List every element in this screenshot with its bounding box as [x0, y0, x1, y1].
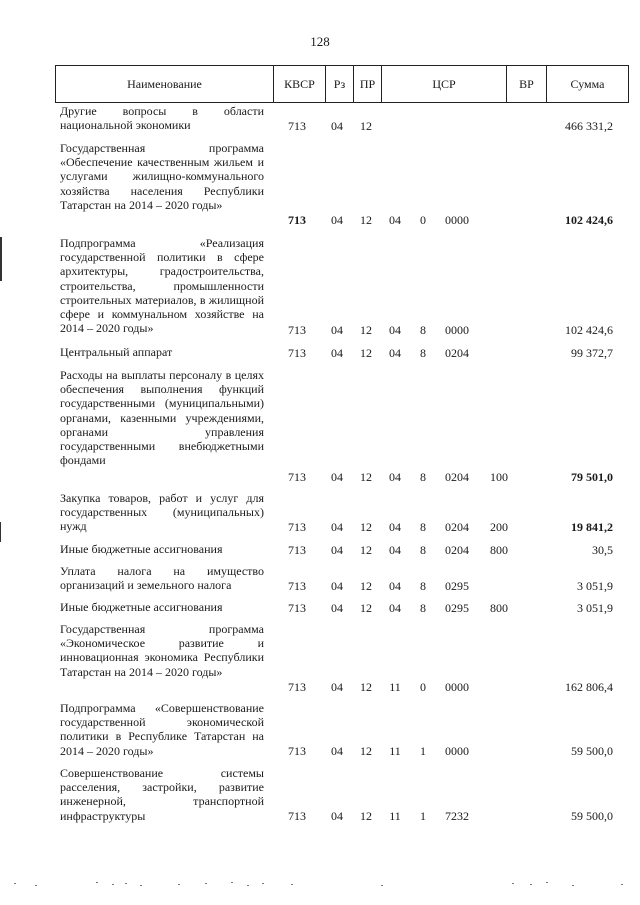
row-pr: 12: [360, 323, 372, 337]
row-csr-program: 04: [389, 213, 401, 227]
row-sum: 3 051,9: [577, 579, 613, 593]
row-name: Расходы на выплаты персоналу в целях обеспечения выполнения функций государственными (муниципальными) органами, казенными учреждениями, органами управления государственными внебюджетными фондами: [60, 368, 264, 468]
row-csr-subprogram: 0: [420, 680, 426, 694]
row-pr: 12: [360, 543, 372, 557]
header-csr: ЦСР: [382, 66, 507, 102]
row-csr-subprogram: 8: [420, 346, 426, 360]
row-csr-direction: 0204: [445, 520, 469, 534]
row-csr-direction: 7232: [445, 809, 469, 823]
row-sum: 102 424,6: [565, 323, 613, 337]
row-kvsr: 713: [288, 680, 306, 694]
row-csr-subprogram: 0: [420, 213, 426, 227]
row-name: Иные бюджетные ассигнования: [60, 542, 223, 556]
row-csr-subprogram: 1: [420, 809, 426, 823]
table-row: [0, 564, 640, 593]
row-csr-direction: 0000: [445, 744, 469, 758]
row-rz: 04: [331, 809, 343, 823]
row-pr: 12: [360, 213, 372, 227]
header-kvsr: КВСР: [274, 66, 326, 102]
row-csr-subprogram: 8: [420, 470, 426, 484]
row-pr: 12: [360, 809, 372, 823]
row-csr-subprogram: 1: [420, 744, 426, 758]
row-kvsr: 713: [288, 744, 306, 758]
row-kvsr: 713: [288, 601, 306, 615]
row-rz: 04: [331, 213, 343, 227]
row-vr: 800: [490, 601, 508, 615]
table-row: [0, 600, 640, 615]
row-rz: 04: [331, 323, 343, 337]
row-csr-program: 04: [389, 346, 401, 360]
row-csr-program: 04: [389, 601, 401, 615]
row-pr: 12: [360, 601, 372, 615]
row-pr: 12: [360, 744, 372, 758]
row-vr: 800: [490, 543, 508, 557]
row-rz: 04: [331, 601, 343, 615]
row-rz: 04: [331, 119, 343, 133]
row-csr-program: 04: [389, 520, 401, 534]
table-row: [0, 542, 640, 557]
row-kvsr: 713: [288, 543, 306, 557]
row-pr: 12: [360, 119, 372, 133]
row-pr: 12: [360, 579, 372, 593]
row-csr-direction: 0000: [445, 680, 469, 694]
row-sum: 466 331,2: [565, 119, 613, 133]
row-csr-direction: 0204: [445, 470, 469, 484]
row-rz: 04: [331, 744, 343, 758]
table-row: [0, 368, 640, 484]
row-name: Другие вопросы в области национальной экономики: [60, 104, 264, 133]
table-row: [0, 104, 640, 133]
table-row: [0, 141, 640, 227]
scan-margin-mark: [0, 522, 1, 542]
row-rz: 04: [331, 470, 343, 484]
row-kvsr: 713: [288, 323, 306, 337]
row-sum: 99 372,7: [571, 346, 613, 360]
row-csr-direction: 0295: [445, 579, 469, 593]
row-sum: 19 841,2: [571, 520, 613, 534]
row-name: Иные бюджетные ассигнования: [60, 600, 223, 614]
row-vr: 200: [490, 520, 508, 534]
row-name: Совершенствование системы расселения, застройки, развитие инженерной, транспортной инфраструктуры: [60, 766, 264, 823]
row-csr-subprogram: 8: [420, 543, 426, 557]
row-sum: 30,5: [592, 543, 613, 557]
header-name: Наименование: [56, 66, 274, 102]
row-kvsr: 713: [288, 119, 306, 133]
row-pr: 12: [360, 346, 372, 360]
row-name: Уплата налога на имущество организаций и земельного налога: [60, 564, 264, 593]
row-csr-program: 04: [389, 323, 401, 337]
row-csr-direction: 0204: [445, 543, 469, 557]
row-kvsr: 713: [288, 346, 306, 360]
row-rz: 04: [331, 579, 343, 593]
table-row: [0, 236, 640, 337]
row-sum: 162 806,4: [565, 680, 613, 694]
row-name: Закупка товаров, работ и услуг для государственных (муниципальных) нужд: [60, 491, 264, 534]
row-sum: 3 051,9: [577, 601, 613, 615]
row-csr-subprogram: 8: [420, 601, 426, 615]
row-kvsr: 713: [288, 579, 306, 593]
table-header: [55, 65, 629, 103]
scan-noise: [0, 881, 640, 887]
scan-margin-mark: [0, 237, 2, 281]
row-rz: 04: [331, 346, 343, 360]
row-csr-program: 04: [389, 579, 401, 593]
header-sum: Сумма: [570, 76, 605, 91]
row-csr-program: 11: [389, 680, 401, 694]
row-name: Подпрограмма «Совершенствование государственной экономической политики в Республике Татарстан на 2014 – 2020 годы»: [60, 701, 264, 758]
table-row: [0, 491, 640, 534]
row-name: Подпрограмма «Реализация государственной политики в сфере архитектуры, градостроительства, строительства, промышленности строительных материалов, в жилищной сфере и коммунальном хозяйстве на 2014 – 2020 годы»: [60, 236, 264, 336]
row-name: Центральный аппарат: [60, 345, 173, 359]
row-vr: 100: [490, 470, 508, 484]
row-csr-program: 04: [389, 543, 401, 557]
row-csr-direction: 0295: [445, 601, 469, 615]
header-rz: Рз: [326, 66, 354, 102]
row-pr: 12: [360, 470, 372, 484]
row-csr-subprogram: 8: [420, 579, 426, 593]
table-row: [0, 766, 640, 823]
row-name: Государственная программа «Экономическое развитие и инновационная экономика Республики Татарстан на 2014 – 2020 годы»: [60, 622, 264, 679]
header-pr: ПР: [354, 66, 382, 102]
table-row: [0, 701, 640, 758]
row-pr: 12: [360, 680, 372, 694]
row-csr-direction: 0000: [445, 213, 469, 227]
table-row: [0, 622, 640, 694]
header-vr: ВР: [507, 66, 547, 102]
row-csr-program: 11: [389, 744, 401, 758]
row-kvsr: 713: [288, 520, 306, 534]
row-name: Государственная программа «Обеспечение качественным жильем и услугами жилищно-коммунального хозяйства населения Республики Татарстан на 2014 – 2020 годы»: [60, 141, 264, 212]
row-sum: 79 501,0: [571, 470, 613, 484]
table-row: [0, 345, 640, 360]
row-sum: 59 500,0: [571, 744, 613, 758]
row-rz: 04: [331, 520, 343, 534]
row-kvsr: 713: [288, 809, 306, 823]
row-kvsr: 713: [288, 213, 306, 227]
row-csr-direction: 0204: [445, 346, 469, 360]
row-sum: 59 500,0: [571, 809, 613, 823]
row-csr-program: 11: [389, 809, 401, 823]
row-sum: 102 424,6: [565, 213, 613, 227]
row-csr-direction: 0000: [445, 323, 469, 337]
page-number: 128: [310, 34, 330, 49]
row-rz: 04: [331, 543, 343, 557]
row-csr-program: 04: [389, 470, 401, 484]
row-kvsr: 713: [288, 470, 306, 484]
row-csr-subprogram: 8: [420, 323, 426, 337]
row-pr: 12: [360, 520, 372, 534]
row-rz: 04: [331, 680, 343, 694]
row-csr-subprogram: 8: [420, 520, 426, 534]
